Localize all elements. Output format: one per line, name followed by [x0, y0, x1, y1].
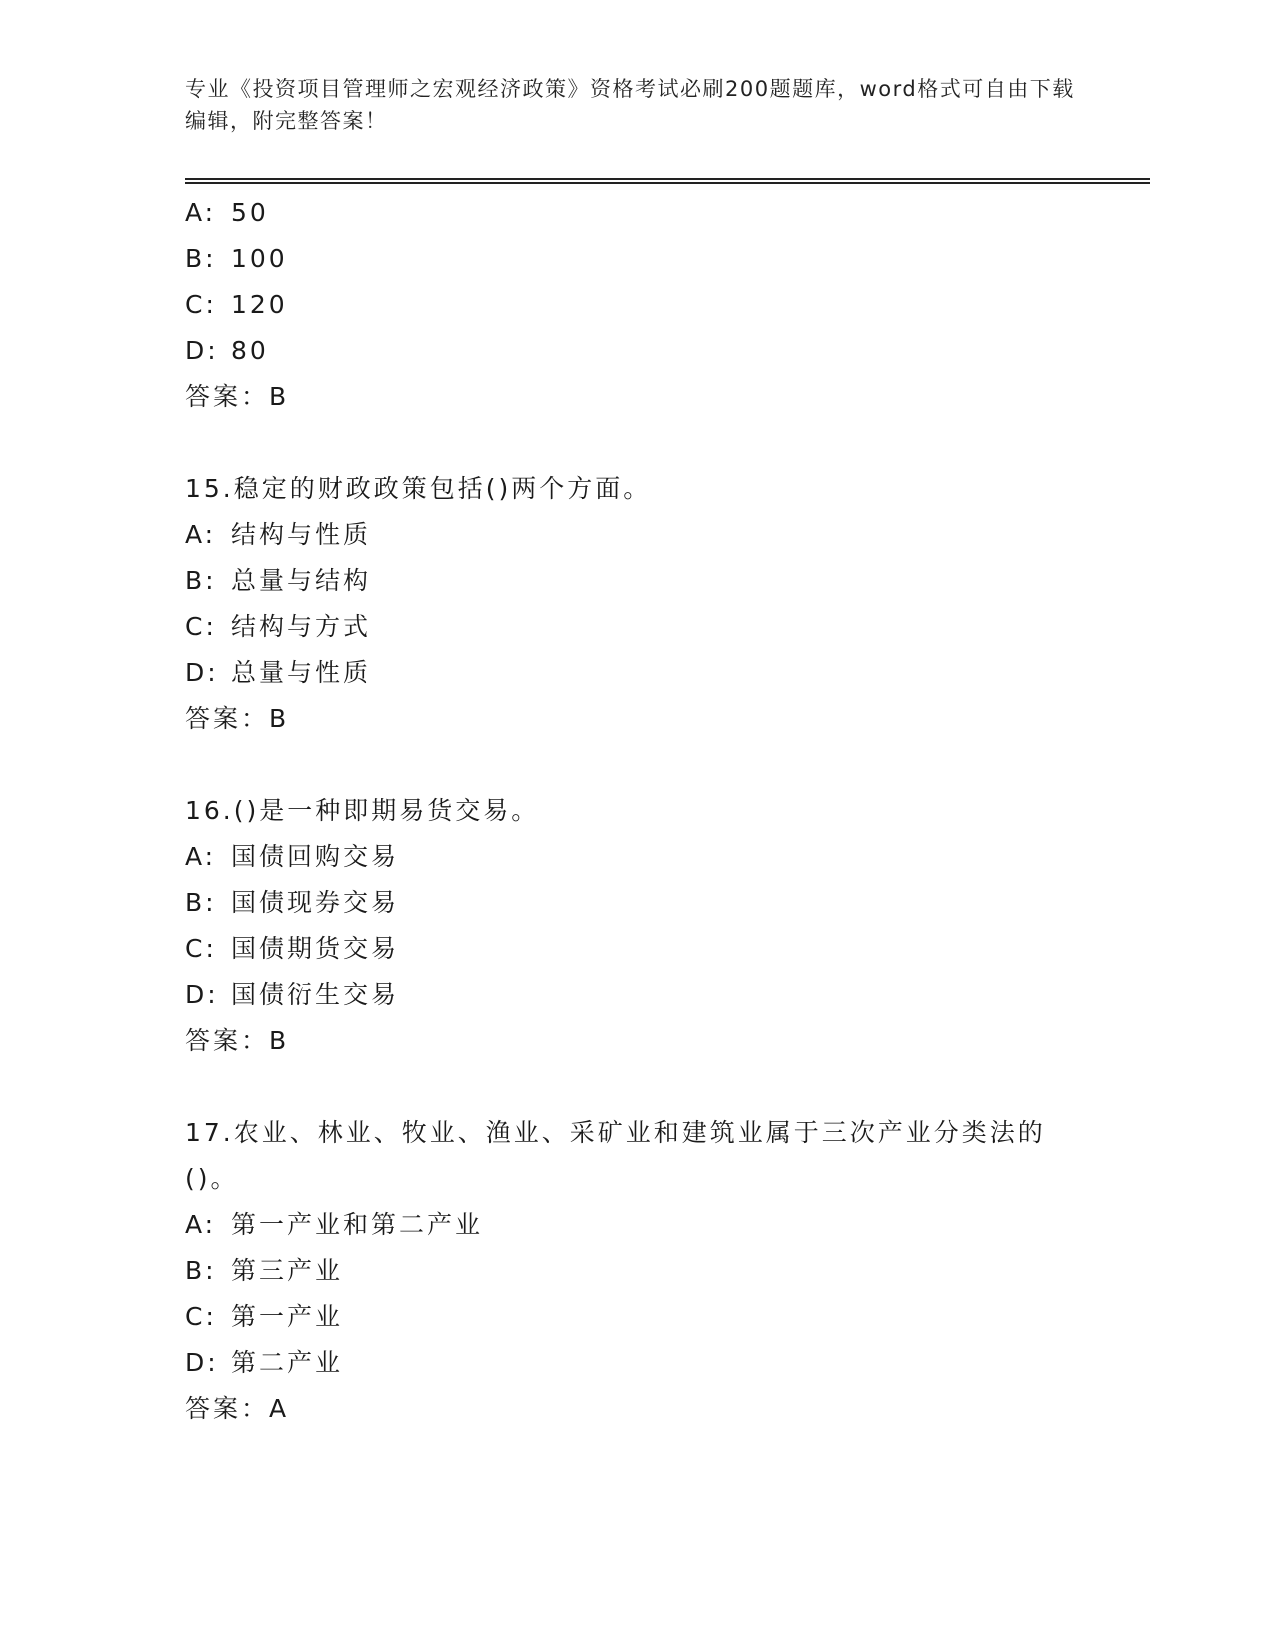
option-d — [185, 1340, 1085, 1386]
option-text: 国债期货交易 — [231, 934, 400, 963]
option-letter: C: — [185, 290, 217, 319]
option-text: 第一产业和第二产业 — [231, 1210, 484, 1239]
question-block-15 — [185, 466, 1085, 742]
answer-line: 答案：B — [185, 704, 290, 733]
option-text: 国债衍生交易 — [231, 980, 400, 1009]
option-text: 80 — [231, 336, 269, 365]
option-d — [185, 328, 1085, 374]
question-block-16 — [185, 788, 1085, 1064]
option-letter: C: — [185, 612, 217, 641]
option-letter: D: — [185, 980, 219, 1009]
option-text: 结构与性质 — [231, 520, 372, 549]
option-letter: A: — [185, 842, 217, 871]
spacer — [185, 742, 1085, 788]
option-c — [185, 1294, 1085, 1340]
option-text: 120 — [231, 290, 288, 319]
option-b — [185, 236, 1085, 282]
answer-line: 答案：A — [185, 1394, 290, 1423]
option-d — [185, 972, 1085, 1018]
option-c — [185, 926, 1085, 972]
option-letter: D: — [185, 1348, 219, 1377]
option-letter: C: — [185, 934, 217, 963]
option-b — [185, 558, 1085, 604]
option-text: 第三产业 — [231, 1256, 344, 1285]
question-block-prev — [185, 190, 1085, 420]
answer-line: 答案：B — [185, 382, 290, 411]
option-a — [185, 512, 1085, 558]
option-a — [185, 190, 1085, 236]
option-letter: B: — [185, 566, 217, 595]
option-letter: A: — [185, 520, 217, 549]
answer-line: 答案：B — [185, 1026, 290, 1055]
spacer — [185, 1064, 1085, 1110]
option-c — [185, 604, 1085, 650]
option-text: 50 — [231, 198, 269, 227]
option-letter: B: — [185, 1256, 217, 1285]
option-text: 第二产业 — [231, 1348, 344, 1377]
question-block-17 — [185, 1110, 1085, 1432]
question-stem: 17.农业、林业、牧业、渔业、采矿业和建筑业属于三次产业分类法的()。 — [185, 1118, 1046, 1193]
header-divider-secondary — [185, 182, 1150, 184]
option-text: 国债现券交易 — [231, 888, 400, 917]
option-d — [185, 650, 1085, 696]
question-list — [185, 190, 1085, 1432]
option-a — [185, 1202, 1085, 1248]
spacer — [185, 420, 1085, 466]
option-text: 总量与结构 — [231, 566, 372, 595]
question-stem: 16.()是一种即期易货交易。 — [185, 796, 540, 825]
header-divider — [185, 178, 1150, 180]
option-b — [185, 880, 1085, 926]
document-header: 专业《投资项目管理师之宏观经济政策》资格考试必刷200题题库，word格式可自由下载编辑，附完整答案！ — [185, 77, 1075, 133]
option-letter: A: — [185, 1210, 217, 1239]
option-letter: A: — [185, 198, 217, 227]
option-a — [185, 834, 1085, 880]
option-letter: C: — [185, 1302, 217, 1331]
option-c — [185, 282, 1085, 328]
option-letter: B: — [185, 888, 217, 917]
option-text: 第一产业 — [231, 1302, 344, 1331]
question-stem: 15.稳定的财政政策包括()两个方面。 — [185, 474, 652, 503]
option-letter: D: — [185, 658, 219, 687]
option-text: 国债回购交易 — [231, 842, 400, 871]
option-text: 100 — [231, 244, 288, 273]
option-text: 总量与性质 — [231, 658, 372, 687]
option-letter: B: — [185, 244, 217, 273]
option-letter: D: — [185, 336, 219, 365]
option-b — [185, 1248, 1085, 1294]
option-text: 结构与方式 — [231, 612, 372, 641]
